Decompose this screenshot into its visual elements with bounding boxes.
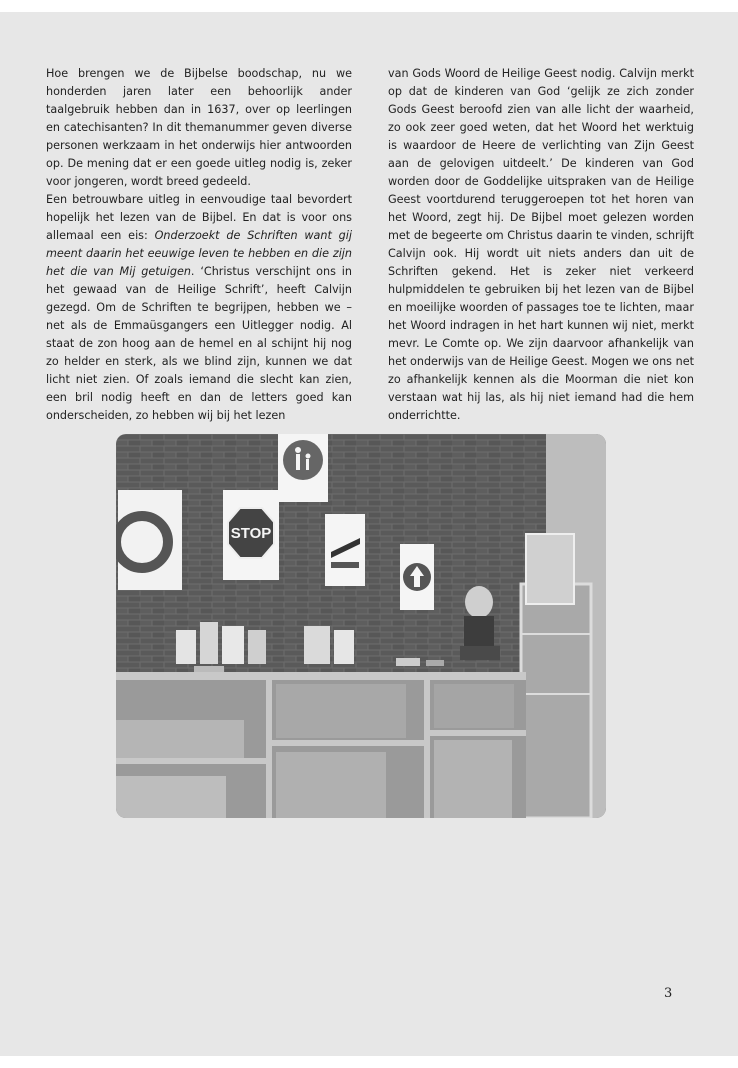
text-column-right [388,65,694,425]
crossing-sign [325,514,365,586]
paragraph-3: van Gods Woord de Heilige Geest nodig. Calvijn merkt op dat de kinderen van God ‘gelijk ze zich zonder Gods Geest beroofd zien van alle licht der waarheid, zo ook zeer goed weten, dat het Woord het werktuig is waardoor de Heere de verlichting van Zijn Geest aan de gelovigen uitdeelt.’ De kinderen van God worden door de Goddelijke uitspraken van de Heilige Geest voortdurend teruggeroepen tot het horen van het Woord, zegt hij. De Bijbel moet gelezen worden met de begeerte om Christus daarin te vinden, schrijft Calvijn ook. Hij wordt uit niets anders dan uit de Schriften gekend. Het is zeker niet verkeerd hulpmiddelen te gebruiken bij het lezen van de Bijbel en moeilijke woorden of passages toe te lichten, maar het Woord indragen in het hart kunnen wij niet, merkt mevr. Le Comte op. We zijn daarvoor afhankelijk van het onderwijs van de Heilige Geest. Mogen we ons net zo afhankelijk kennen als die Moorman die niet kon verstaan wat hij las, als hij niet iemand had die hem onderrichtte. [388,67,694,422]
top-band [0,0,738,12]
poster [526,534,574,604]
no-entry-sign [116,490,182,590]
paragraph-1: Hoe brengen we de Bijbelse boodschap, nu we honderden jaren later een behoorlijk ander taalgebruik hebben dan in 1637, over op leerlingen en catechisanten? In dit themanummer geven diverse personen werkzaam in het onderwijs hier antwoorden op. De mening dat er een goede uitleg nodig is, zeker voor jongeren, wordt breed gedeeld. [46,67,352,188]
paragraph-2-rest: . ‘Christus verschijnt ons in het gewaad van de Heilige Schrift’, heeft Calvijn gezegd. Om de Schriften te begrijpen, hebben we – net als de Emmaüsgangers een Uitlegger nodig. Al staat de zon hoog aan de hemel en al schijnt hij nog zo helder en sterk, als we blind zijn, kunnen we dat licht niet zien. Of zoals iemand die slecht kan zien, een bril nodig heeft en dan de letters goed kan onderscheiden, zo hebben wij bij het lezen [46,265,352,422]
classroom-photo [116,434,606,818]
display-cabinet [521,584,591,818]
page-number: 3 [664,986,673,1001]
classroom-photo-illustration [116,434,606,818]
paragraph-2-intro: Een betrouwbare uitleg in eenvoudige taal bevordert hopelijk het lezen van de Bijbel. En dat is voor ons allemaal een eis: [46,193,352,242]
paragraph-2 [46,191,352,425]
pedestrian-sign [278,434,328,502]
stop-sign-text: STOP [230,525,272,542]
bottom-band [0,1056,738,1068]
bookshelf [116,672,526,818]
arrow-up-sign [400,544,434,610]
scripture-quote: Onderzoekt de Schriften want gij meent daarin het eeuwige leven te hebben en die zijn het die van Mij getuigen [46,229,352,278]
text-column-left [46,65,352,425]
stop-sign [223,490,279,580]
